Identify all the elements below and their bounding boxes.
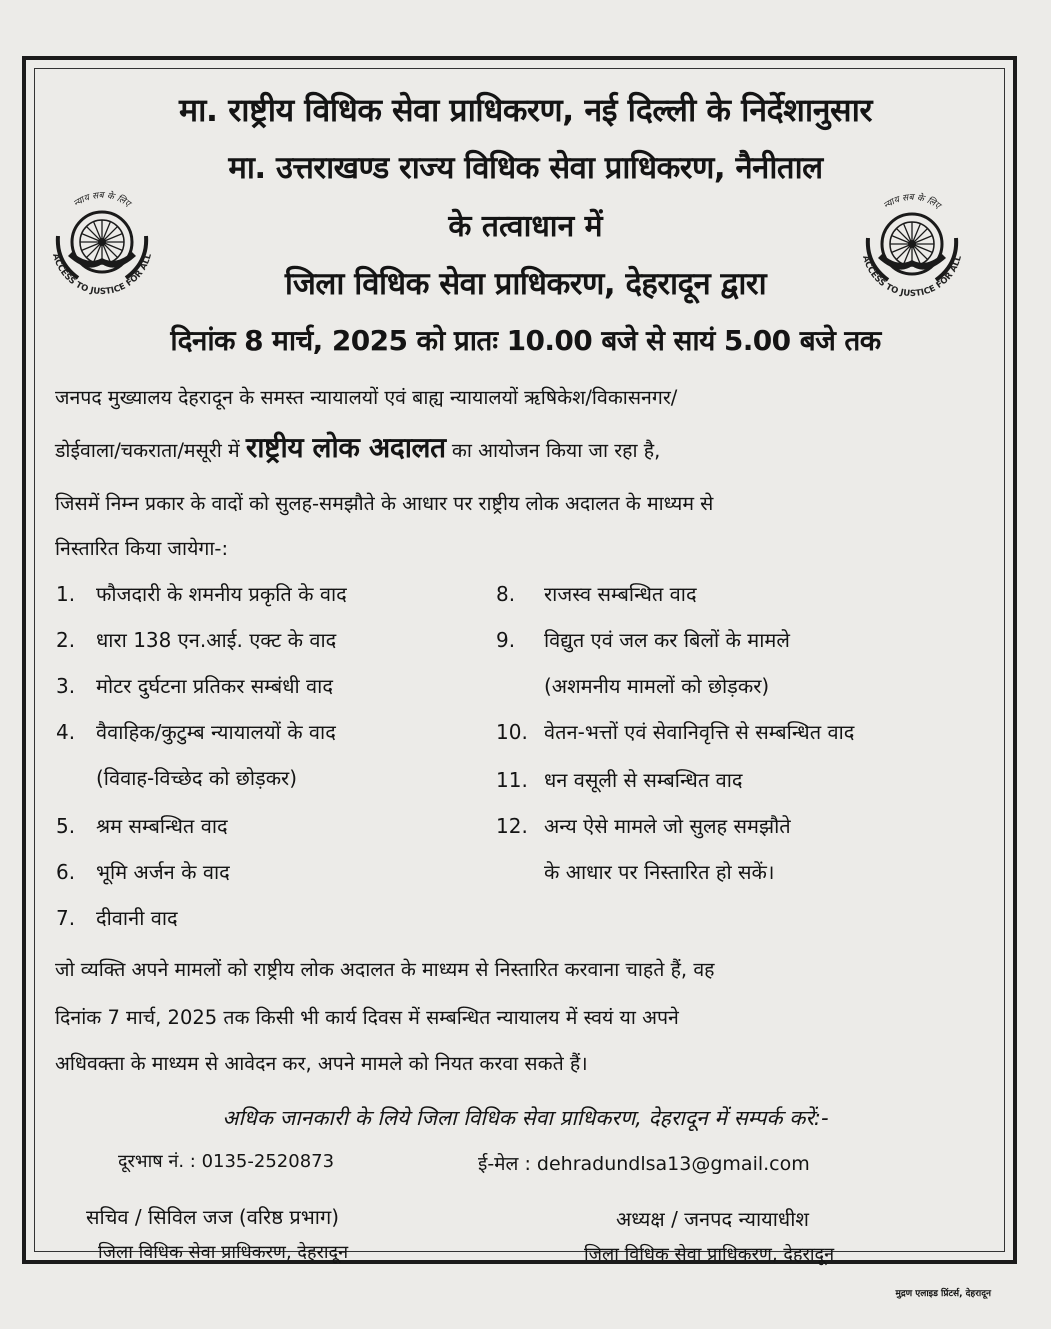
list-item: 9. विद्युत एवं जल कर बिलों के मामले xyxy=(496,628,790,652)
chairman-title: अध्यक्ष / जनपद न्यायाधीश xyxy=(616,1207,810,1231)
list-item: 10. वेतन-भत्तों एवं सेवानिवृत्ति से सम्बन्धित वाद xyxy=(496,720,855,744)
list-item: 6. भूमि अर्जन के वाद xyxy=(56,860,230,884)
list-item: 12. अन्य ऐसे मामले जो सुलह समझौते xyxy=(496,814,791,838)
list-item: 8. राजस्व सम्बन्धित वाद xyxy=(496,582,697,606)
printer-credit: मुद्रण एलाइड प्रिंटर्स, देहरादून xyxy=(895,1289,991,1299)
list-item: 11. धन वसूली से सम्बन्धित वाद xyxy=(496,768,743,792)
intro-line-3: जिसमें निम्न प्रकार के वादों को सुलह-समझौते के आधार पर राष्ट्रीय लोक अदालत के माध्यम से xyxy=(55,492,714,515)
secretary-title: सचिव / सिविल जज (वरिष्ठ प्रभाग) xyxy=(86,1205,340,1229)
list-item: 2. धारा 138 एन.आई. एक्ट के वाद xyxy=(56,628,337,652)
svg-text:न्याय सब के लिए: न्याय सब के लिए xyxy=(881,192,942,212)
header-line-4: जिला विधिक सेवा प्राधिकरण, देहरादून द्वारा xyxy=(284,266,767,302)
list-item: 3. मोटर दुर्घटना प्रतिकर सम्बंधी वाद xyxy=(56,674,333,698)
closing-line-1: जो व्यक्ति अपने मामलों को राष्ट्रीय लोक अदालत के माध्यम से निस्तारित करवाना चाहते हैं, वह xyxy=(55,958,715,981)
list-item: 5. श्रम सम्बन्धित वाद xyxy=(56,814,228,838)
svg-text:ACCESS TO JUSTICE FOR ALL: ACCESS TO JUSTICE FOR ALL xyxy=(860,254,964,300)
list-item: (विवाह-विच्छेद को छोड़कर) xyxy=(96,766,298,790)
header-line-3: के तत्वाधान में xyxy=(448,209,603,244)
email-address[interactable]: ई-मेल : dehradundlsa13@gmail.com xyxy=(478,1153,810,1175)
intro-line-2-pre: डोईवाला/चकराता/मसूरी में xyxy=(55,439,240,462)
list-item: 7. दीवानी वाद xyxy=(56,906,178,930)
chairman-org: जिला विधिक सेवा प्राधिकरण, देहरादून xyxy=(584,1244,835,1265)
intro-line-1: जनपद मुख्यालय देहरादून के समस्त न्यायालयों एवं बाह्य न्यायालयों ऋषिकेश/विकासनगर/ xyxy=(55,386,678,409)
intro-line-2-post: का आयोजन किया जा रहा है, xyxy=(451,439,661,462)
phone-number: दूरभाष नं. : 0135-2520873 xyxy=(118,1151,335,1172)
svg-text:ACCESS TO JUSTICE FOR ALL: ACCESS TO JUSTICE FOR ALL xyxy=(50,252,154,298)
list-item: के आधार पर निस्तारित हो सकें। xyxy=(544,860,775,884)
list-item: 4. वैवाहिक/कुटुम्ब न्यायालयों के वाद xyxy=(56,720,336,744)
list-item: (अशमनीय मामलों को छोड़कर) xyxy=(544,674,770,698)
closing-line-2: दिनांक 7 मार्च, 2025 तक किसी भी कार्य दिवस में सम्बन्धित न्यायालय में स्वयं या अपने xyxy=(55,1006,679,1029)
secretary-org: जिला विधिक सेवा प्राधिकरण, देहरादून xyxy=(98,1242,349,1263)
header-line-2: मा. उत्तराखण्ड राज्य विधिक सेवा प्राधिकरण, नैनीताल xyxy=(228,150,823,186)
header-line-1: मा. राष्ट्रीय विधिक सेवा प्राधिकरण, नई दिल्ली के निर्देशानुसार xyxy=(179,91,872,129)
event-date-line: दिनांक 8 मार्च, 2025 को प्रातः 10.00 बजे से सायं 5.00 बजे तक xyxy=(170,324,881,357)
contact-title: अधिक जानकारी के लिये जिला विधिक सेवा प्राधिकरण, देहरादून में सम्पर्क करें:- xyxy=(222,1106,829,1130)
list-item: 1. फौजदारी के शमनीय प्रकृति के वाद xyxy=(56,582,347,606)
closing-line-3: अधिवक्ता के माध्यम से आवेदन कर, अपने मामले को नियत करवा सकते हैं। xyxy=(55,1052,588,1075)
lok-adalat-highlight: राष्ट्रीय लोक अदालत xyxy=(245,431,446,464)
intro-line-2 xyxy=(55,428,660,466)
intro-line-4: निस्तारित किया जायेगा-: xyxy=(55,537,229,560)
svg-text:न्याय सब के लिए: न्याय सब के लिए xyxy=(71,190,132,210)
